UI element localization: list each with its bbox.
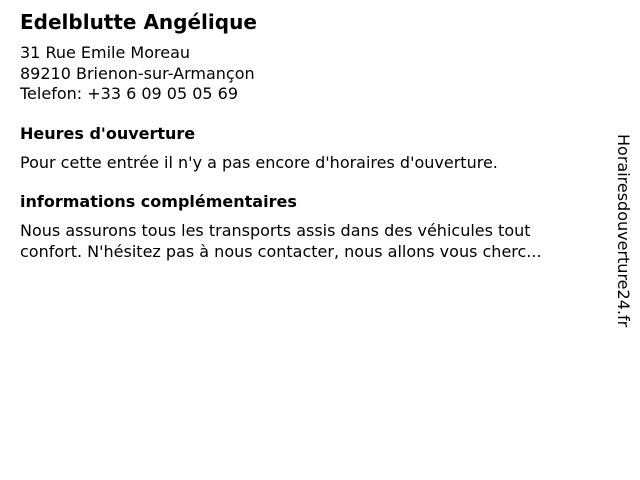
additional-info-line: Nous assurons tous les transports assis dans des véhicules tout: [20, 221, 531, 240]
business-entry: [20, 10, 600, 262]
address-city: 89210 Brienon-sur-Armançon: [20, 63, 255, 83]
opening-hours-heading: Heures d'ouverture: [20, 123, 196, 143]
address-block: [20, 43, 600, 105]
site-watermark: [612, 134, 634, 346]
phone-number[interactable]: Telefon: +33 6 09 05 05 69: [20, 84, 239, 103]
additional-info-text: [20, 221, 590, 262]
opening-hours-text: Pour cette entrée il n'y a pas encore d'horaires d'ouverture.: [20, 152, 498, 172]
additional-info-heading: informations complémentaires: [20, 192, 297, 211]
additional-info-line: confort. N'hésitez pas à nous contacter, nous allons vous cherc...: [20, 241, 542, 261]
business-name: Edelblutte Angélique: [20, 10, 257, 34]
site-watermark-text: Horairesdouverture24.fr: [614, 134, 633, 328]
address-street: 31 Rue Emile Moreau: [20, 43, 191, 62]
